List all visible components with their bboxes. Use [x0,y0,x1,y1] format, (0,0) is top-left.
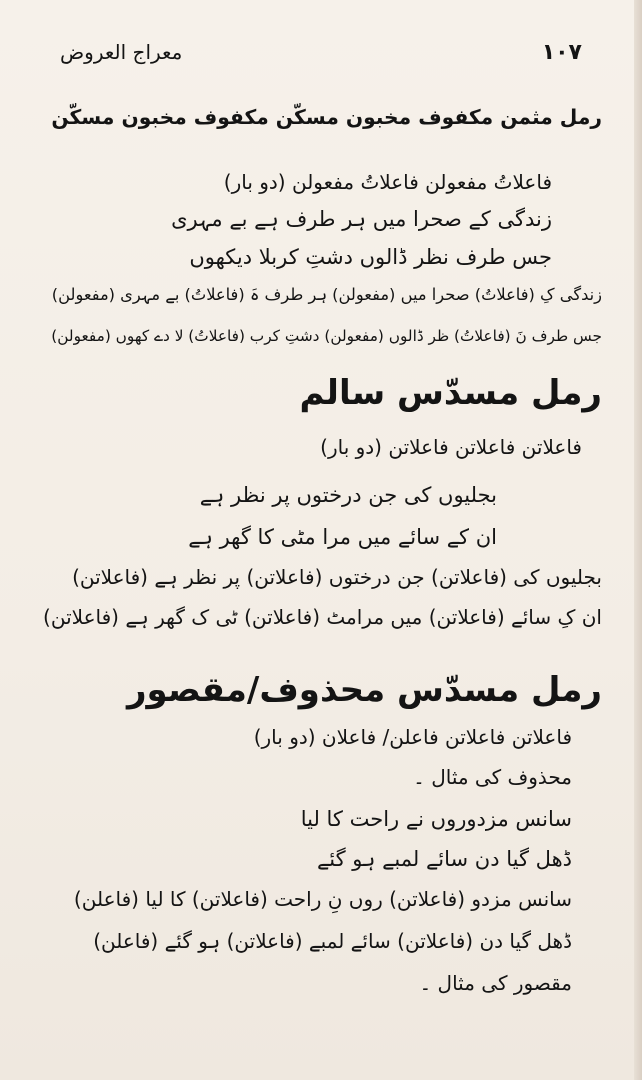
verse-line: سانس مزدوروں نے راحت کا لیا [300,807,572,831]
scansion-line: فاعلاتُ مفعولن فاعلاتُ مفعولن (دو بار) [223,170,552,194]
verse-line: زندگی کے صحرا میں ہر طرف ہے بے مہری [171,207,552,231]
verse-line: بجلیوں کی جن درختوں پر نظر ہے [199,483,497,507]
analysis-line: زندگی کِ (فاعلاتُ) صحرا میں (مفعولن) ہر طرف ہَ (فاعلاتُ) بے مہری (مفعولن) [51,285,602,304]
analysis-line: ڈھل گیا دن (فاعلاتن) سائے لمبے (فاعلاتن) ہو گئے (فاعلن) [93,929,572,953]
scansion-line: فاعلاتن فاعلاتن فاعلاتن (دو بار) [320,435,582,459]
example-label: مقصور کی مثال ۔ [419,971,572,995]
page-header [60,40,582,70]
analysis-line: ان کِ سائے (فاعلاتن) میں مرامٹ (فاعلاتن) ٹی ک گھر ہے (فاعلاتن) [43,605,602,629]
section-heading: رمل مسدّس سالم [299,373,602,413]
page-edge [634,0,642,1080]
verse-line: ڈھل گیا دن سائے لمبے ہو گئے [316,847,572,871]
verse-line: جس طرف نظر ڈالوں دشتِ کربلا دیکھوں [189,245,552,269]
analysis-line: سانس مزدو (فاعلاتن) روں نِ راحت (فاعلاتن) کا لیا (فاعلن) [73,887,572,911]
book-title: معراج العروض [60,40,183,64]
section-heading: رمل مثمن مکفوف مخبون مسکّن مکفوف مخبون مسکّن [51,105,602,129]
analysis-line: بجلیوں کی (فاعلاتن) جن درختوں (فاعلاتن) پر نظر ہے (فاعلاتن) [72,565,602,589]
example-label: محذوف کی مثال ۔ [413,765,572,789]
verse-line: ان کے سائے میں مرا مٹی کا گھر ہے [188,525,497,549]
analysis-line: جس طرف نَ (فاعلاتُ) ظر ڈالوں (مفعولن) دشتِ کرب (فاعلاتُ) لا دے کھوں (مفعولن) [51,327,602,345]
page-number: ۱۰۷ [541,40,582,65]
scansion-line: فاعلاتن فاعلاتن فاعلن/ فاعلان (دو بار) [253,725,572,749]
section-heading: رمل مسدّس محذوف/مقصور [126,670,602,710]
